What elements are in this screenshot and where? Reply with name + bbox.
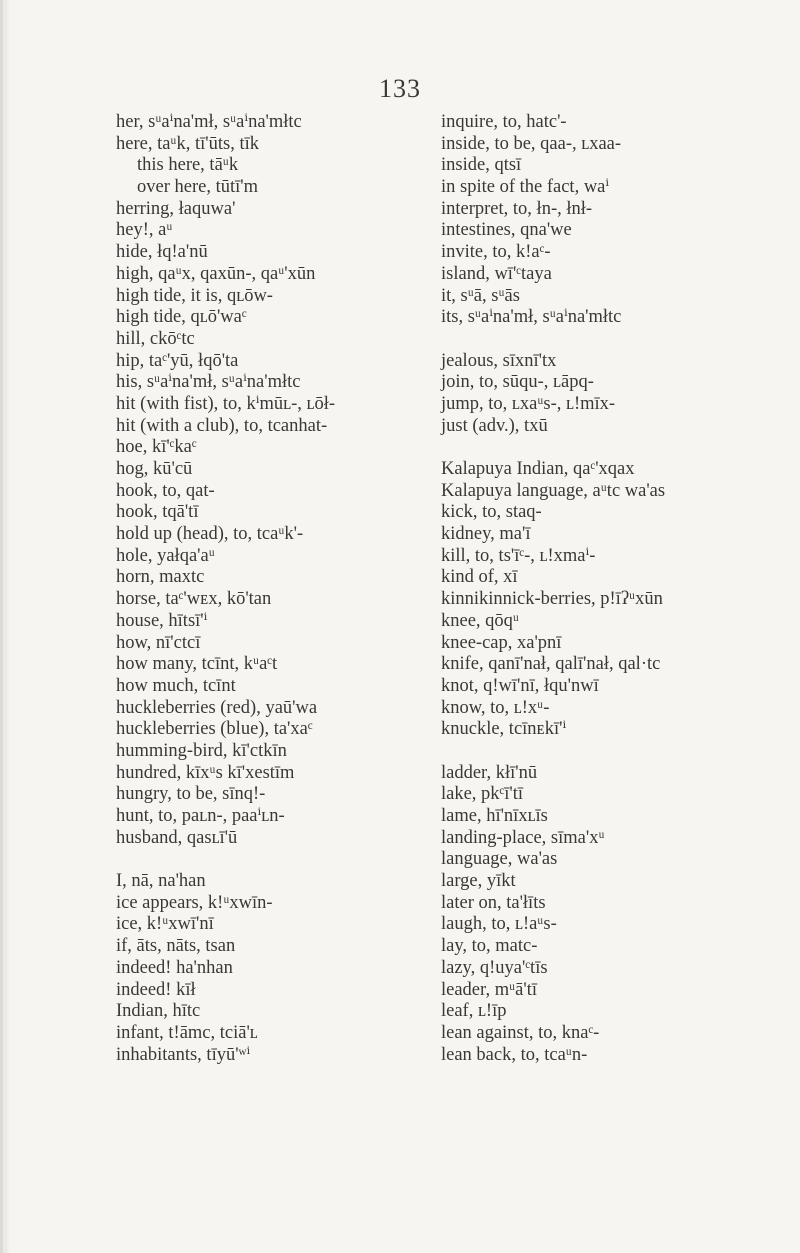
glossary-entry: hook, tqā'tī — [116, 502, 199, 523]
page-edge — [0, 0, 10, 1253]
section-gap — [441, 329, 665, 351]
glossary-entry: language, wa'as — [441, 849, 558, 870]
glossary-entry: hungry, to be, sīnq!- — [116, 784, 266, 805]
glossary-entry: how much, tcīnt — [116, 675, 236, 696]
glossary-entry: Kalapuya Indian, qaᶜ'xqax — [441, 459, 635, 479]
glossary-entry: hit (with fist), to, kⁱmūʟ-, ʟōł- — [116, 393, 335, 414]
glossary-entry: house, hītsī'ⁱ — [116, 610, 208, 631]
glossary-entry: kinnikinnick-berries, p!īʔᵘxūn — [441, 589, 663, 610]
glossary-entry: inside, to be, qaa-, ʟxaa- — [441, 133, 622, 154]
glossary-entry: hook, to, qat- — [116, 480, 215, 501]
glossary-entry: hole, yałqa'aᵘ — [116, 545, 215, 566]
glossary-entry: know, to, ʟ!xᵘ- — [441, 697, 550, 718]
glossary-entry: island, wī'ᶜtaya — [441, 263, 552, 284]
glossary-entry: kill, to, ts'īᶜ-, ʟ!xmaⁱ- — [441, 545, 596, 566]
glossary-entry: jump, to, ʟxaᵘs-, ʟ!mīx- — [441, 393, 616, 414]
glossary-entry: hold up (head), to, tcaᵘk'- — [116, 524, 304, 545]
glossary-entry: hey!, aᵘ — [116, 220, 173, 241]
glossary-entry: ladder, kłī'nū — [441, 762, 538, 783]
glossary-entry: leaf, ʟ!īp — [441, 1001, 507, 1022]
glossary-entry: huckleberries (blue), ta'xaᶜ — [116, 719, 313, 740]
glossary-entry: large, yīkt — [441, 871, 516, 892]
glossary-entry: lay, to, matc- — [441, 936, 538, 957]
glossary-entry: husband, qasʟī'ū — [116, 827, 238, 848]
glossary-entry: knuckle, tcīnᴇkī'ⁱ — [441, 719, 567, 740]
glossary-entry: in spite of the fact, waⁱ — [441, 177, 610, 198]
glossary-entry: horn, maxtc — [116, 567, 205, 588]
glossary-entry: over here, tūtī'm — [137, 177, 258, 198]
glossary-entry: hoe, kī'ᶜkaᶜ — [116, 437, 197, 458]
glossary-entry: leader, mᵘā'tī — [441, 979, 537, 1000]
glossary-entry: knee, qōqᵘ — [441, 610, 519, 631]
glossary-entry: its, sᵘaⁱna'mł, sᵘaⁱna'młtc — [441, 307, 622, 328]
section-gap — [441, 437, 665, 459]
glossary-entry: hunt, to, paʟn-, paaⁱʟn- — [116, 806, 285, 826]
glossary-entry: landing-place, sīma'xᵘ — [441, 827, 605, 848]
glossary-entry: lean against, to, knaᶜ- — [441, 1022, 600, 1043]
glossary-entry: humming-bird, kī'ctkīn — [116, 740, 287, 761]
glossary-entry: laugh, to, ʟ!aᵘs- — [441, 914, 557, 935]
glossary-entry: it, sᵘā, sᵘās — [441, 285, 520, 306]
glossary-entry: just (adv.), txū — [441, 415, 548, 436]
glossary-entry: high tide, qʟō'waᶜ — [116, 307, 247, 328]
glossary-entry: his, sᵘaⁱna'mł, sᵘaⁱna'młtc — [116, 372, 301, 393]
glossary-entry: knee-cap, xa'pnī — [441, 632, 562, 653]
glossary-entry: join, to, sūqu-, ʟāpq- — [441, 372, 594, 393]
glossary-entry: intestines, qna'we — [441, 220, 572, 241]
glossary-entry: later on, ta'łīts — [441, 892, 546, 913]
glossary-entry: how, nī'ctcī — [116, 632, 201, 653]
left-column — [116, 112, 335, 1066]
glossary-entry: ice, k!ᵘxwī'nī — [116, 914, 214, 935]
glossary-entry: hog, kū'cū — [116, 459, 193, 479]
glossary-entry: jealous, sīxnī'tx — [441, 350, 557, 371]
glossary-entry: inhabitants, tīyū'ʷⁱ — [116, 1044, 251, 1065]
section-gap — [441, 741, 665, 763]
glossary-entry: herring, łaquwa' — [116, 198, 236, 219]
glossary-entry: Kalapuya language, aᵘtc wa'as — [441, 480, 666, 501]
glossary-entry: lake, pkᶜī'tī — [441, 784, 524, 805]
glossary-entry: invite, to, k!aᶜ- — [441, 242, 551, 263]
glossary-entry: lean back, to, tcaᵘn- — [441, 1044, 588, 1065]
glossary-entry: if, āts, nāts, tsan — [116, 936, 236, 957]
glossary-entry: indeed! ha'nhan — [116, 957, 233, 978]
glossary-entry: knife, qanī'nał, qalī'nał, qal·tc — [441, 654, 661, 675]
glossary-entry: lame, hī'nīxʟīs — [441, 806, 548, 826]
glossary-entry: ice appears, k!ᵘxwīn- — [116, 892, 273, 913]
glossary-entry: horse, taᶜ'wᴇx, kō'tan — [116, 589, 272, 610]
glossary-entry: hundred, kīxᵘs kī'xestīm — [116, 762, 295, 783]
page-number: 133 — [379, 74, 421, 103]
glossary-entry: kind of, xī — [441, 567, 518, 588]
glossary-entry: here, taᵘk, tī'ūts, tīk — [116, 133, 259, 154]
glossary-entry: interpret, to, łn-, łnł- — [441, 198, 593, 219]
right-column — [441, 112, 665, 1066]
glossary-entry: infant, t!āmc, tciā'ʟ — [116, 1022, 258, 1043]
section-gap — [116, 849, 335, 871]
glossary-entry: high, qaᵘx, qaxūn-, qaᵘ'xūn — [116, 263, 316, 284]
glossary-entry: inquire, to, hatc'- — [441, 112, 567, 132]
glossary-entry: inside, qtsī — [441, 155, 522, 176]
glossary-entry: hill, ckōᶜtc — [116, 328, 195, 349]
glossary-entry: kick, to, staq- — [441, 502, 542, 523]
glossary-entry: knot, q!wī'nī, łqu'nwī — [441, 675, 599, 696]
glossary-entry: I, nā, na'han — [116, 871, 206, 892]
glossary-entry: hit (with a club), to, tcanhat- — [116, 415, 328, 436]
glossary-entry: how many, tcīnt, kᵘaᶜt — [116, 654, 278, 675]
glossary-entry: this here, tāᵘk — [137, 155, 239, 176]
glossary-entry: her, sᵘaⁱna'mł, sᵘaⁱna'młtc — [116, 112, 302, 132]
glossary-entry: kidney, ma'ī — [441, 524, 531, 545]
glossary-entry: Indian, hītc — [116, 1001, 201, 1022]
glossary-entry: lazy, q!uya'ᶜtīs — [441, 957, 548, 978]
glossary-entry: indeed! kīł — [116, 979, 196, 1000]
glossary-entry: huckleberries (red), yaū'wa — [116, 697, 318, 718]
glossary-entry: hip, taᶜ'yū, łqō'ta — [116, 350, 239, 371]
glossary-entry: high tide, it is, qʟōw- — [116, 285, 273, 306]
glossary-entry: hide, łq!a'nū — [116, 242, 208, 263]
